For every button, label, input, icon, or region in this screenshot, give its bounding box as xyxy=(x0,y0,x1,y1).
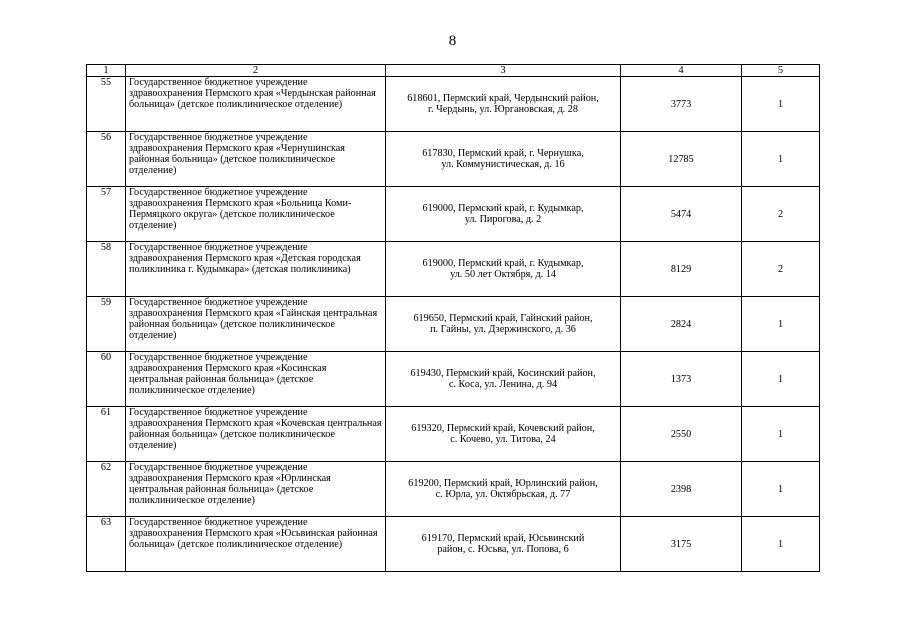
column-header-5: 5 xyxy=(742,65,820,77)
institution-address xyxy=(386,132,621,187)
population-value: 8129 xyxy=(621,242,742,297)
row-number: 55 xyxy=(87,77,126,132)
institution-name: Государственное бюджетное учреждение здравоохранения Пермского края «Гайнская центральная районная больница» (детское поликлиническое отделение) xyxy=(126,297,386,352)
population-value: 3175 xyxy=(621,517,742,572)
table-row xyxy=(87,352,820,407)
address-line-1: 619200, Пермский край, Юрлинский район, xyxy=(408,478,598,489)
count-value: 1 xyxy=(742,77,820,132)
institution-address xyxy=(386,462,621,517)
count-value: 1 xyxy=(742,297,820,352)
column-header-4: 4 xyxy=(621,65,742,77)
institution-name: Государственное бюджетное учреждение здравоохранения Пермского края «Кочевская центральная районная больница» (детское поликлиническое отделение) xyxy=(126,407,386,462)
institution-address xyxy=(386,517,621,572)
institution-address xyxy=(386,242,621,297)
table-row xyxy=(87,132,820,187)
row-number: 60 xyxy=(87,352,126,407)
table-row xyxy=(87,187,820,242)
count-value: 1 xyxy=(742,352,820,407)
address-line-1: 619430, Пермский край, Косинский район, xyxy=(410,368,596,379)
table-row xyxy=(87,462,820,517)
address-line-2: район, с. Юсьва, ул. Попова, 6 xyxy=(437,544,569,555)
table-row xyxy=(87,242,820,297)
institution-address xyxy=(386,187,621,242)
address-line-2: с. Коса, ул. Ленина, д. 94 xyxy=(448,379,558,390)
row-number: 58 xyxy=(87,242,126,297)
row-number: 56 xyxy=(87,132,126,187)
address-line-2: ул. Пирогова, д. 2 xyxy=(464,214,542,225)
address-line-2: г. Чердынь, ул. Юргановская, д. 28 xyxy=(428,104,578,115)
address-line-2: п. Гайны, ул. Дзержинского, д. 36 xyxy=(430,324,576,335)
table-row xyxy=(87,407,820,462)
population-value: 5474 xyxy=(621,187,742,242)
population-value: 2550 xyxy=(621,407,742,462)
population-value: 3773 xyxy=(621,77,742,132)
institution-name: Государственное бюджетное учреждение здравоохранения Пермского края «Детская городская поликлиника г. Кудымкара» (детская поликлиника) xyxy=(126,242,386,297)
page-number: 8 xyxy=(448,33,457,49)
institution-name: Государственное бюджетное учреждение здравоохранения Пермского края «Косинская центральная районная больница» (детское поликлиническое отделение) xyxy=(126,352,386,407)
address-line-2: с. Юрла, ул. Октябрьская, д. 77 xyxy=(435,489,571,500)
row-number: 62 xyxy=(87,462,126,517)
table-row xyxy=(87,77,820,132)
population-value: 1373 xyxy=(621,352,742,407)
address-line-1: 617830, Пермский край, г. Чернушка, xyxy=(422,148,584,159)
registry-table xyxy=(86,64,820,572)
institution-name: Государственное бюджетное учреждение здравоохранения Пермского края «Чернушинская районная больница» (детское поликлиническое отделение) xyxy=(126,132,386,187)
address-line-1: 619650, Пермский край, Гайнский район, xyxy=(413,313,593,324)
count-value: 1 xyxy=(742,407,820,462)
row-number: 57 xyxy=(87,187,126,242)
count-value: 1 xyxy=(742,462,820,517)
address-line-1: 618601, Пермский край, Чердынский район, xyxy=(407,93,599,104)
row-number: 61 xyxy=(87,407,126,462)
column-header-1: 1 xyxy=(87,65,126,77)
institution-address xyxy=(386,77,621,132)
table-body xyxy=(87,77,820,572)
count-value: 1 xyxy=(742,517,820,572)
institution-address xyxy=(386,352,621,407)
row-number: 63 xyxy=(87,517,126,572)
count-value: 1 xyxy=(742,132,820,187)
address-line-2: ул. Коммунистическая, д. 16 xyxy=(441,159,565,170)
column-header-2: 2 xyxy=(126,65,386,77)
address-line-2: ул. 50 лет Октября, д. 14 xyxy=(450,269,556,280)
table-row xyxy=(87,297,820,352)
institution-name: Государственное бюджетное учреждение здравоохранения Пермского края «Чердынская районная больница» (детское поликлиническое отделение) xyxy=(126,77,386,132)
address-line-2: с. Кочево, ул. Титова, 24 xyxy=(450,434,556,445)
address-line-1: 619170, Пермский край, Юсьвинский xyxy=(421,533,585,544)
population-value: 2398 xyxy=(621,462,742,517)
institution-name: Государственное бюджетное учреждение здравоохранения Пермского края «Больница Коми-Пермяцкого округа» (детское поликлиническое отделение) xyxy=(126,187,386,242)
institution-name: Государственное бюджетное учреждение здравоохранения Пермского края «Юрлинская центральная районная больница» (детское поликлиническое отделение) xyxy=(126,462,386,517)
population-value: 12785 xyxy=(621,132,742,187)
column-header-row xyxy=(87,65,820,77)
count-value: 2 xyxy=(742,187,820,242)
table-row xyxy=(87,517,820,572)
count-value: 2 xyxy=(742,242,820,297)
address-line-1: 619000, Пермский край, г. Кудымкар, xyxy=(422,258,584,269)
row-number: 59 xyxy=(87,297,126,352)
address-line-1: 619000, Пермский край, г. Кудымкар, xyxy=(422,203,584,214)
institution-address xyxy=(386,297,621,352)
address-line-1: 619320, Пермский край, Кочевский район, xyxy=(411,423,595,434)
institution-name: Государственное бюджетное учреждение здравоохранения Пермского края «Юсьвинская районная больница» (детское поликлиническое отделение) xyxy=(126,517,386,572)
column-header-3: 3 xyxy=(386,65,621,77)
population-value: 2824 xyxy=(621,297,742,352)
institution-address xyxy=(386,407,621,462)
